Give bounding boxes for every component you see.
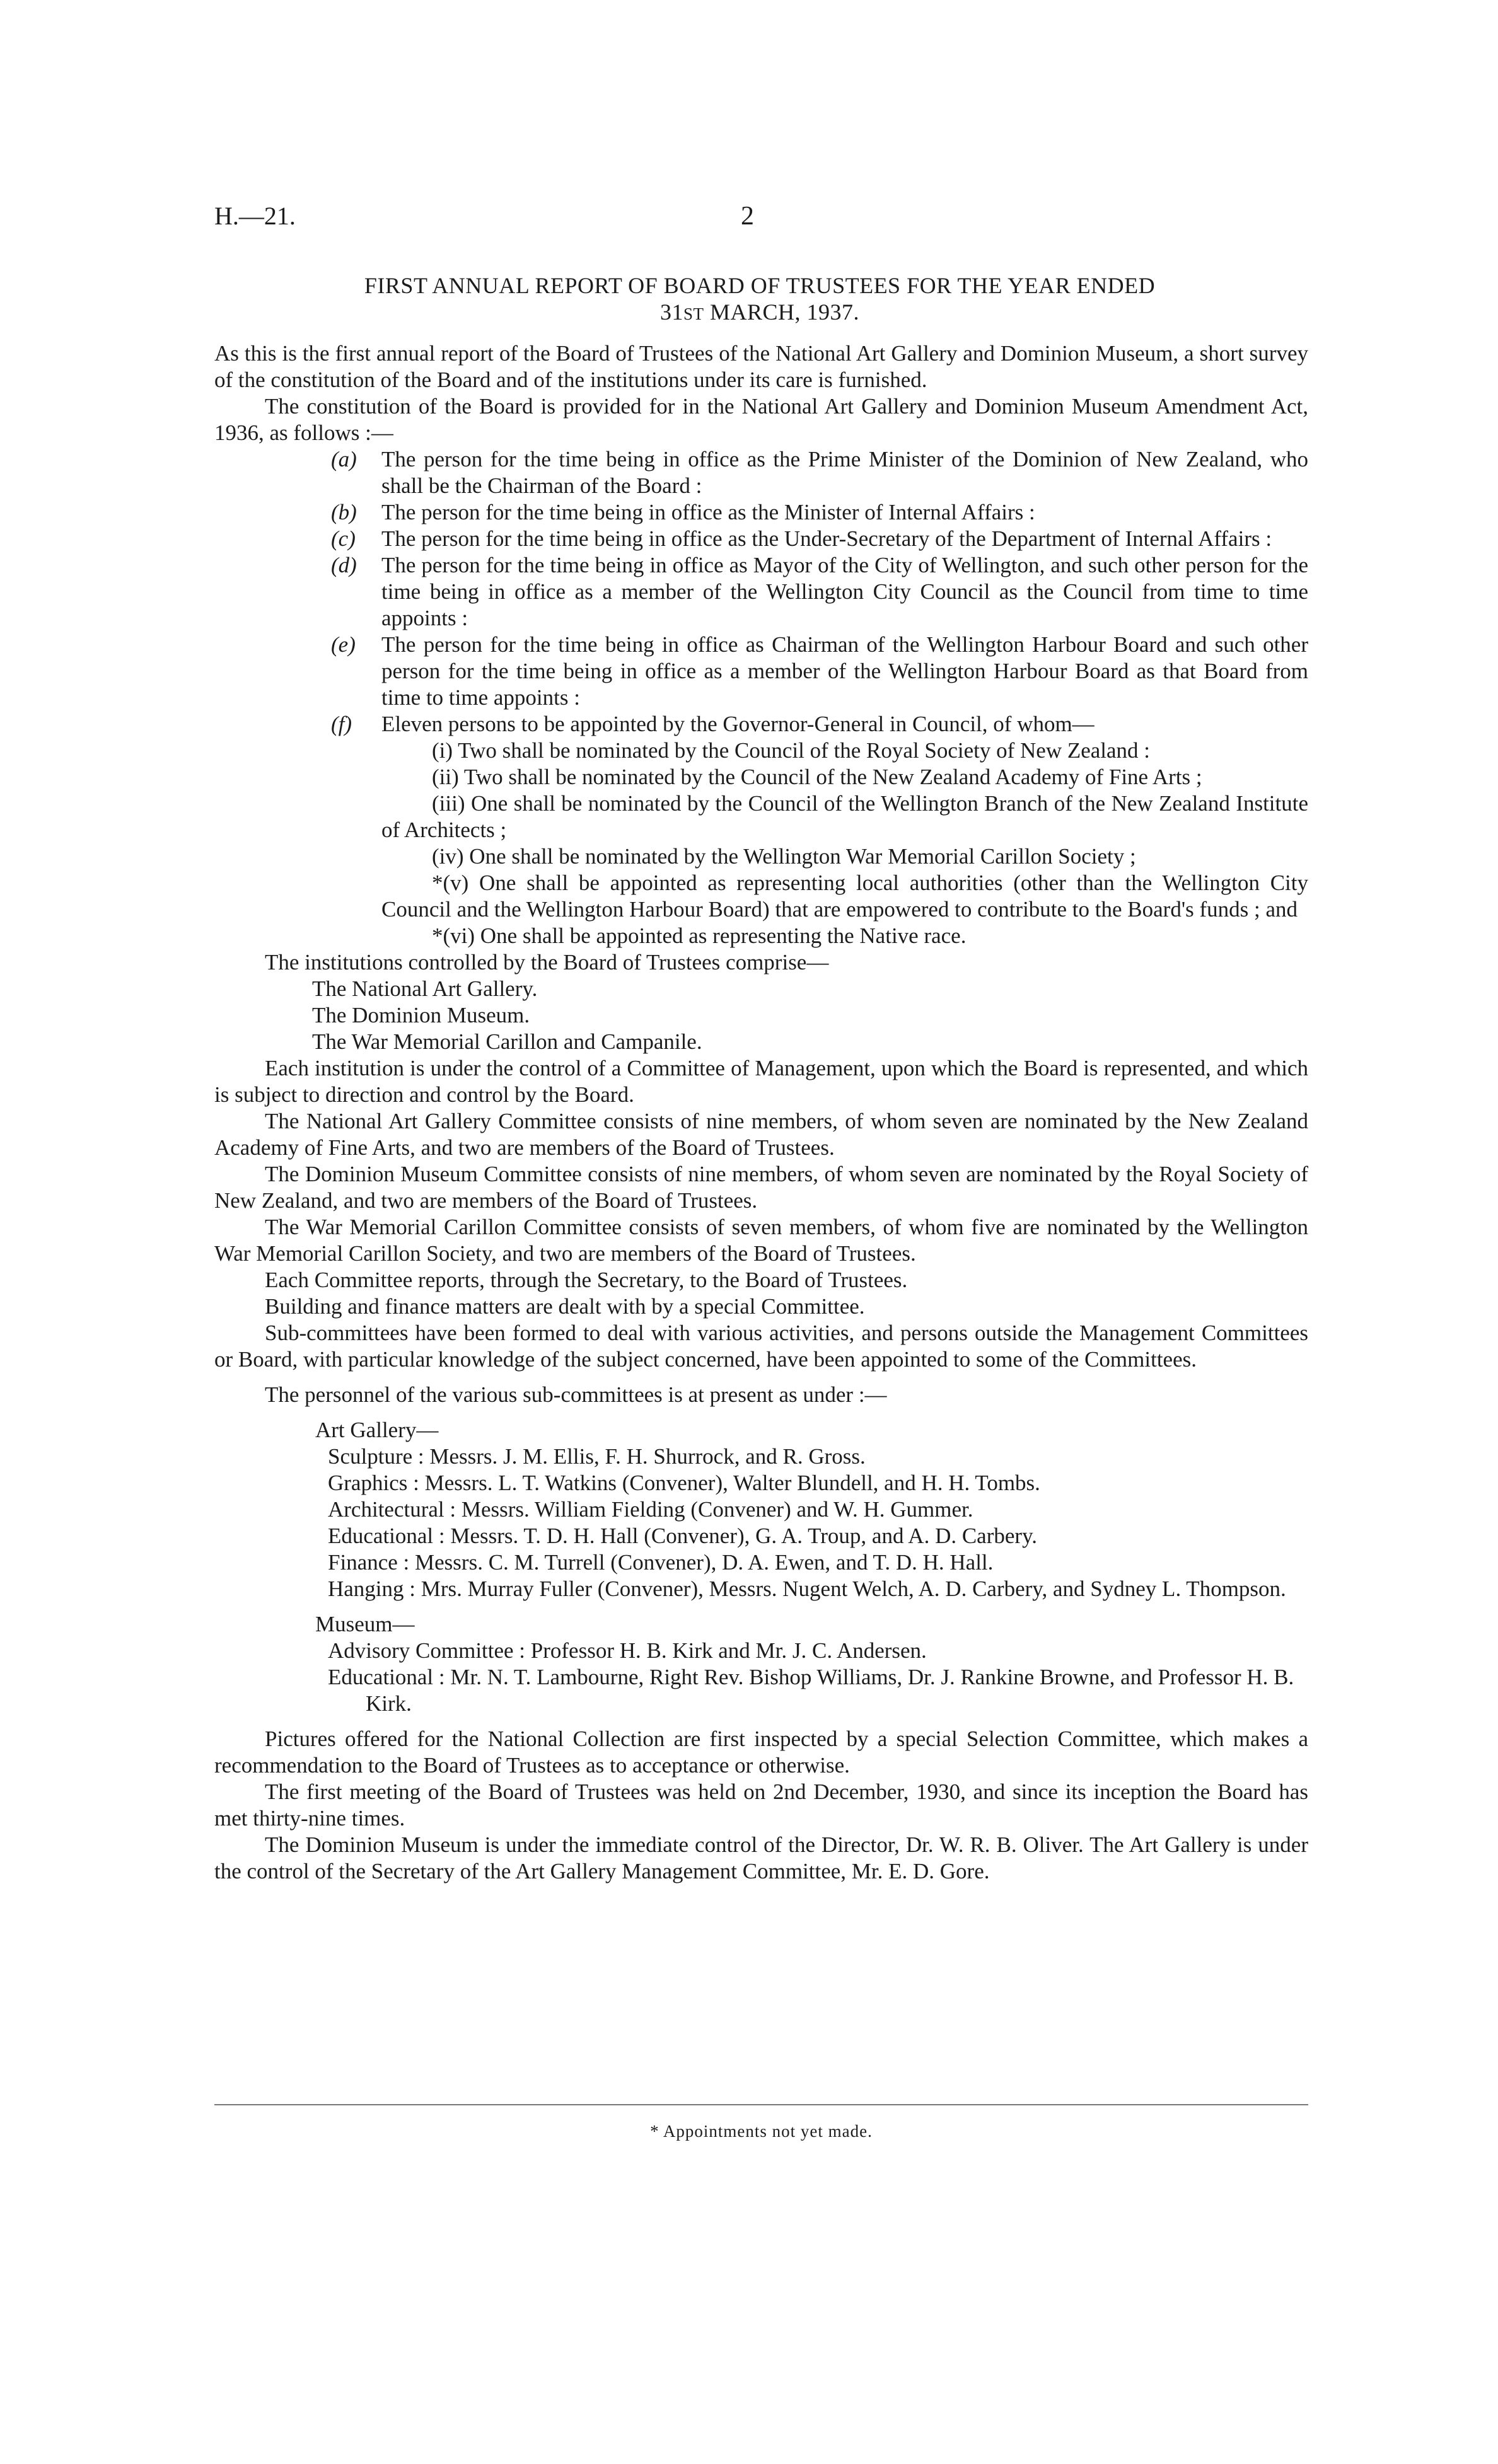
committee-paragraph: The War Memorial Carillon Committee consists of seven members, of whom five are nominated by the Wellington War Memorial Carillon Society, and two are members of the Board of Trustees. <box>214 1215 1308 1266</box>
item-number: (iii) <box>432 791 465 816</box>
institution-item: The Dominion Museum. <box>312 1003 530 1027</box>
closing-paragraph: Pictures offered for the National Collection are first inspected by a special Selection Committee, which makes a recommendation to the Board of Trustees as to acceptance or otherwise. <box>214 1727 1308 1778</box>
item-number: (iv) <box>432 844 464 869</box>
item-text: The person for the time being in office as Chairman of the Wellington Harbour Board and such other person for the time being in office as a member of the Wellington Harbour Board as that Board from time to time appoints : <box>381 632 1308 710</box>
item-text: One shall be appointed as representing the Native race. <box>480 923 967 948</box>
institution-item: The War Memorial Carillon and Campanile. <box>312 1029 702 1054</box>
committee-paragraph: The Dominion Museum Committee consists of nine members, of whom seven are nominated by the Royal Society of New Zealand, and two are members of the Board of Trustees. <box>214 1162 1308 1213</box>
closing-paragraph: The Dominion Museum is under the immediate control of the Director, Dr. W. R. B. Oliver. The Art Gallery is under the control of the Secretary of the Art Gallery Management Committee, Mr. E. D. Gore. <box>214 1832 1308 1883</box>
constitution-item <box>214 711 1308 737</box>
subcommittee-entry: Advisory Committee : Professor H. B. Kirk and Mr. J. C. Andersen. <box>328 1638 927 1663</box>
footnote: * Appointments not yet made. <box>650 2122 873 2141</box>
title-line-2 <box>214 299 1305 327</box>
personnel-lead: The personnel of the various sub-committees is at present as under :— <box>265 1382 887 1407</box>
item-text: One shall be nominated by the Council of the Wellington Branch of the New Zealand Institute of Architects ; <box>381 791 1308 842</box>
constitution-item <box>214 632 1308 711</box>
page-number: 2 <box>741 202 754 231</box>
constitution-item <box>214 499 1308 526</box>
constitution-list <box>214 446 1308 737</box>
intro-paragraph: As this is the first annual report of the Board of Trustees of the National Art Gallery and Dominion Museum, a short survey of the constitution of the Board and of the institutions under its care is furnished. <box>214 341 1308 392</box>
footnote-divider <box>214 2104 1308 2105</box>
title-ordinal: ST <box>683 304 704 323</box>
committee-paragraph: The National Art Gallery Committee consists of nine members, of whom seven are nominated by the New Zealand Academy of Fine Arts, and two are members of the Board of Trustees. <box>214 1109 1308 1160</box>
nomination-list <box>214 737 1308 949</box>
committee-paragraph: Each Committee reports, through the Secretary, to the Board of Trustees. <box>265 1268 908 1292</box>
item-label: (a) <box>331 447 357 471</box>
title-month-year: MARCH, 1937. <box>704 299 860 325</box>
document-code: H.—21. <box>214 202 296 230</box>
item-text: One shall be nominated by the Wellington War Memorial Carillon Society ; <box>469 844 1136 869</box>
institution-item: The National Art Gallery. <box>312 976 538 1001</box>
subcommittee-entry: Educational : Messrs. T. D. H. Hall (Convener), G. A. Troup, and A. D. Carbery. <box>328 1524 1038 1548</box>
item-number: *(vi) <box>432 923 475 948</box>
committee-paragraph: Sub-committees have been formed to deal with various activities, and persons outside the Management Committees or Board, with particular knowledge of the subject concerned, have been appointed to some of the Committees. <box>214 1321 1308 1372</box>
report-title <box>214 272 1305 327</box>
item-text: The person for the time being in office as the Prime Minister of the Dominion of New Zealand, who shall be the Chairman of the Board : <box>381 447 1308 498</box>
nomination-item <box>214 843 1308 870</box>
item-label: (c) <box>331 526 356 551</box>
nomination-item <box>214 870 1308 923</box>
item-label: (f) <box>331 712 352 736</box>
item-text: The person for the time being in office as the Under-Secretary of the Department of Internal Affairs : <box>381 526 1272 551</box>
subcommittee-entry: Graphics : Messrs. L. T. Watkins (Convener), Walter Blundell, and H. H. Tombs. <box>328 1471 1040 1495</box>
constitution-item <box>214 552 1308 632</box>
nomination-item <box>214 764 1308 790</box>
subcommittee-entry: Educational : Mr. N. T. Lambourne, Right Rev. Bishop Williams, Dr. J. Rankine Browne, and Professor H. B. Kirk. <box>328 1665 1294 1716</box>
item-label: (e) <box>331 632 356 657</box>
item-number: (i) <box>432 738 453 763</box>
item-text: Two shall be nominated by the Council of the New Zealand Academy of Fine Arts ; <box>463 765 1202 789</box>
subcommittee-entry: Hanging : Mrs. Murray Fuller (Convener), Messrs. Nugent Welch, A. D. Carbery, and Sydney L. Thompson. <box>328 1576 1286 1601</box>
title-day: 31 <box>659 299 683 325</box>
committee-paragraph: Building and finance matters are dealt with by a special Committee. <box>265 1294 865 1319</box>
intro-paragraph: The constitution of the Board is provided for in the National Art Gallery and Dominion Museum Amendment Act, 1936, as follows :— <box>214 394 1308 445</box>
item-label: (b) <box>331 500 357 524</box>
constitution-item <box>214 526 1308 552</box>
item-number: (ii) <box>432 765 459 789</box>
item-text: The person for the time being in office as the Minister of Internal Affairs : <box>381 500 1035 524</box>
art-gallery-heading: Art Gallery— <box>315 1418 439 1442</box>
subcommittee-entry: Finance : Messrs. C. M. Turrell (Convener), D. A. Ewen, and T. D. H. Hall. <box>328 1550 994 1575</box>
nomination-item <box>214 737 1308 764</box>
committee-paragraph: Each institution is under the control of a Committee of Management, upon which the Board is represented, and which is subject to direction and control by the Board. <box>214 1056 1308 1107</box>
item-label: (d) <box>331 553 357 577</box>
museum-heading: Museum— <box>315 1612 415 1636</box>
item-text: Two shall be nominated by the Council of the Royal Society of New Zealand : <box>458 738 1151 763</box>
item-text: Eleven persons to be appointed by the Governor-General in Council, of whom— <box>381 712 1094 736</box>
nomination-item <box>214 790 1308 843</box>
item-text: The person for the time being in office as Mayor of the City of Wellington, and such other person for the time being in office as a member of the Wellington City Council as the Council from time to time appoints : <box>381 553 1308 630</box>
nomination-item <box>214 923 1308 949</box>
report-body <box>214 340 1308 1885</box>
closing-paragraph: The first meeting of the Board of Trustees was held on 2nd December, 1930, and since its inception the Board has met thirty-nine times. <box>214 1779 1308 1831</box>
constitution-item <box>214 446 1308 499</box>
title-line-1: FIRST ANNUAL REPORT OF BOARD OF TRUSTEES FOR THE YEAR ENDED <box>364 273 1156 298</box>
item-text: One shall be appointed as representing local authorities (other than the Wellington City Council and the Wellington Harbour Board) that are empowered to contribute to the Board's funds ; and <box>381 870 1309 922</box>
subcommittee-entry: Sculpture : Messrs. J. M. Ellis, F. H. Shurrock, and R. Gross. <box>328 1444 866 1469</box>
subcommittee-entry: Architectural : Messrs. William Fielding (Convener) and W. H. Gummer. <box>328 1497 973 1522</box>
item-number: *(v) <box>432 870 469 895</box>
institutions-lead: The institutions controlled by the Board of Trustees comprise— <box>265 950 829 975</box>
